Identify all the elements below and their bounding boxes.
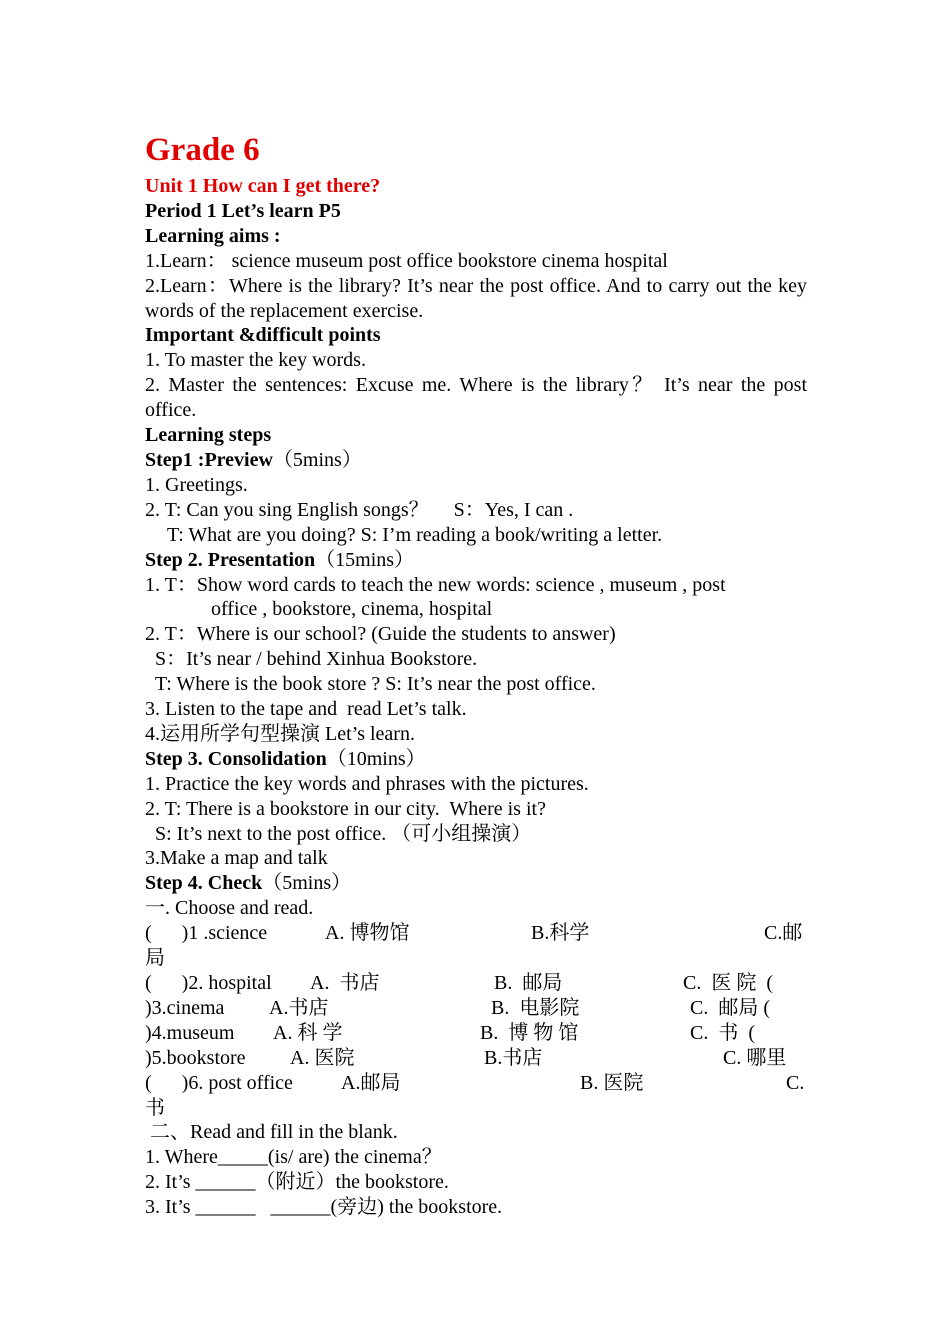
step2-time: （15mins） bbox=[315, 548, 415, 571]
option-c: C.邮 bbox=[764, 922, 803, 945]
step1-time: （5mins） bbox=[272, 448, 362, 471]
aim-2: 2.Learn：Where is the library? It’s near the post office. And to carry out the key words of the replacement exercise. bbox=[145, 274, 807, 322]
exercise-part-1: 一. Choose and read. bbox=[145, 897, 314, 920]
step4-heading bbox=[145, 871, 807, 896]
option-a: A. 书店 bbox=[310, 972, 380, 994]
point-1: 1. To master the key words. bbox=[145, 349, 366, 372]
step1-line-3: T: What are you doing? S: I’m reading a book/writing a letter. bbox=[167, 523, 663, 546]
step1-label: Step1 :Preview bbox=[145, 448, 273, 471]
option-b: B. 邮局 bbox=[494, 972, 563, 994]
question-row bbox=[145, 1021, 807, 1046]
question-row bbox=[145, 1046, 807, 1071]
step2-item-1a: 1. T：Show word cards to teach the new words: science , museum , post bbox=[145, 573, 726, 596]
step2-item-3: 3. Listen to the tape and read Let’s talk. bbox=[145, 698, 467, 721]
option-b: B. 电影院 bbox=[491, 996, 580, 1019]
point-2: 2. Master the sentences: Excuse me. Where is the library？ It’s near the post office. bbox=[145, 374, 807, 422]
step3-time: （10mins） bbox=[326, 747, 426, 770]
exercise-part-2: 二、Read and fill in the blank. bbox=[145, 1121, 398, 1144]
step2-item-2s: S：It’s near / behind Xinhua Bookstore. bbox=[155, 648, 478, 671]
question-stem: )5.bookstore bbox=[145, 1046, 246, 1069]
points-heading: Important &difficult points bbox=[145, 324, 381, 347]
period-heading: Period 1 Let’s learn P5 bbox=[145, 199, 341, 222]
step1-line-2: 2. T: Can you sing English songs？ S：Yes, I can . bbox=[145, 498, 574, 521]
step2-label: Step 2. Presentation bbox=[145, 548, 316, 571]
question-row bbox=[145, 996, 807, 1021]
question-stem: ( )2. hospital bbox=[145, 972, 272, 994]
step3-item-2s: S: It’s next to the post office. （可小组操演） bbox=[155, 822, 532, 845]
steps-heading: Learning steps bbox=[145, 424, 272, 447]
option-b: B.科学 bbox=[531, 922, 590, 945]
option-c: C. 哪里 bbox=[723, 1046, 787, 1069]
question-row bbox=[145, 1071, 807, 1096]
option-c: C. 书 ( bbox=[690, 1021, 755, 1044]
option-c: C. 医 院 ( bbox=[683, 972, 773, 994]
option-a: A.书店 bbox=[269, 996, 329, 1019]
page-title: Grade 6 bbox=[145, 132, 260, 168]
option-b: B. 博 物 馆 bbox=[480, 1021, 579, 1044]
option-a: A. 博物馆 bbox=[325, 922, 410, 945]
step4-label: Step 4. Check bbox=[145, 872, 263, 895]
fill-blank-1: 1. Where_____(is/ are) the cinema？ bbox=[145, 1146, 442, 1169]
question-stem: ( )1 .science bbox=[145, 922, 268, 945]
document-page bbox=[145, 128, 807, 1220]
step2-item-4: 4.运用所学句型操演 Let’s learn. bbox=[145, 722, 415, 745]
option-b: B. 医院 bbox=[580, 1071, 644, 1094]
option-c: C. bbox=[786, 1071, 805, 1094]
step1-line-1: 1. Greetings. bbox=[145, 473, 248, 496]
aim-1: 1.Learn： science museum post office bookstore cinema hospital bbox=[145, 249, 668, 272]
step2-item-2: 2. T：Where is our school? (Guide the students to answer) bbox=[145, 623, 616, 646]
option-a: A. 医院 bbox=[290, 1046, 355, 1069]
step4-time: （5mins） bbox=[262, 872, 352, 895]
question-row bbox=[145, 971, 807, 996]
question-stem: ( )6. post office bbox=[145, 1071, 293, 1094]
option-b: B.书店 bbox=[484, 1046, 543, 1069]
question-stem: )4.museum bbox=[145, 1021, 235, 1044]
step3-item-3: 3.Make a map and talk bbox=[145, 847, 328, 870]
option-c: C. 邮局 ( bbox=[690, 996, 770, 1019]
step1-heading bbox=[145, 448, 807, 473]
step3-item-1: 1. Practice the key words and phrases with the pictures. bbox=[145, 772, 589, 795]
question-stem: )3.cinema bbox=[145, 996, 225, 1019]
step3-item-2: 2. T: There is a bookstore in our city. Where is it? bbox=[145, 797, 546, 820]
unit-heading: Unit 1 How can I get there? bbox=[145, 175, 381, 197]
question-row-wrap: 书 bbox=[145, 1096, 165, 1119]
fill-blank-2: 2. It’s ______（附近）the bookstore. bbox=[145, 1171, 449, 1194]
step2-heading bbox=[145, 548, 807, 573]
aims-heading: Learning aims : bbox=[145, 224, 281, 247]
step2-item-1b: office , bookstore, cinema, hospital bbox=[211, 598, 493, 621]
question-row-wrap: 局 bbox=[145, 947, 165, 970]
step2-item-2t: T: Where is the book store ? S: It’s near the post office. bbox=[155, 673, 596, 696]
option-a: A. 科 学 bbox=[273, 1021, 343, 1044]
fill-blank-3: 3. It’s ______ ______(旁边) the bookstore. bbox=[145, 1196, 503, 1219]
option-a: A.邮局 bbox=[341, 1071, 401, 1094]
question-row bbox=[145, 921, 807, 946]
step3-heading bbox=[145, 747, 807, 772]
step3-label: Step 3. Consolidation bbox=[145, 747, 327, 770]
